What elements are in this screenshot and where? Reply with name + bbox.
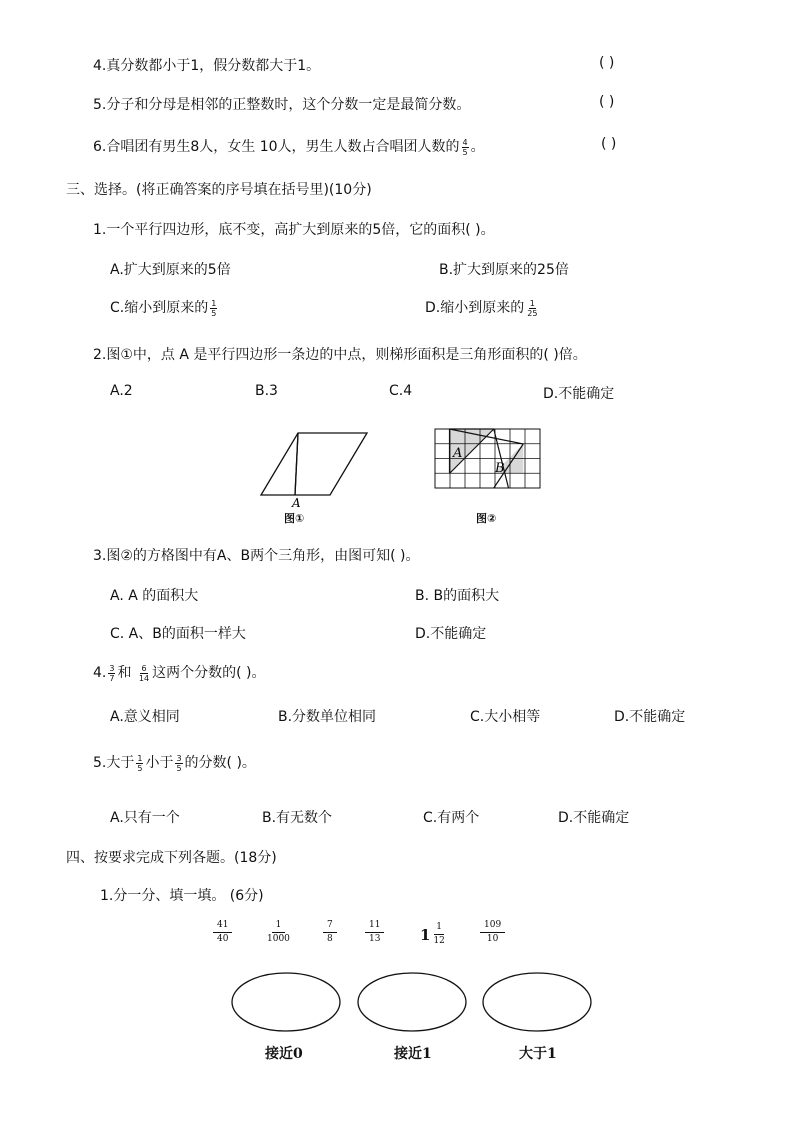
choice-q3-option-a[interactable]: A. A 的面积大 — [110, 588, 199, 604]
judge-q4: 4.真分数都小于1，假分数都大于1。 — [93, 58, 321, 74]
choice-q4-text: 4. $\frac{3}{7}$ 和 $\frac{6}{14}$ 这两个分数的( )。 — [93, 663, 266, 683]
choice-q3-option-c[interactable]: C. A、B的面积一样大 — [110, 626, 246, 642]
figure-2-caption: 图② — [476, 512, 497, 525]
choice-q2-option-c[interactable]: C.4 — [389, 383, 413, 399]
fraction: $\frac{3}{7}$ — [109, 663, 115, 683]
figure-1-caption: 图① — [284, 512, 305, 525]
fraction: $\frac{1}{5}$ — [137, 753, 143, 773]
choice-q5-option-b[interactable]: B.有无数个 — [262, 810, 333, 826]
answer-ovals — [228, 970, 598, 1040]
judge-q4-answer-paren[interactable]: ( ) — [599, 55, 615, 71]
choice-q1-text: 1.一个平行四边形，底不变，高扩大到原来的5倍，它的面积( )。 — [93, 222, 495, 238]
judge-q6-fraction: $\frac{4}{5}$ — [462, 137, 468, 157]
choice-q1-option-c[interactable]: C.缩小到原来的 $\frac{1}{5}$ — [110, 298, 217, 318]
oval-greater-than-1 — [483, 973, 591, 1031]
figure-2-grid — [433, 427, 543, 491]
choice-q5-option-c[interactable]: C.有两个 — [423, 810, 480, 826]
fraction-7-8[interactable]: $\frac{7}{8}$ — [323, 920, 337, 945]
oval-near-1 — [358, 973, 466, 1031]
task-1-title: 1.分一分、填一填。 (6分) — [100, 888, 264, 904]
choice-q3-option-d[interactable]: D.不能确定 — [415, 626, 487, 642]
judge-q5: 5.分子和分母是相邻的正整数时，这个分数一定是最简分数。 — [93, 97, 471, 113]
judge-q6-answer-paren[interactable]: ( ) — [601, 136, 617, 152]
fraction-41-40[interactable]: $\frac{41}{40}$ — [213, 920, 232, 945]
choice-q2-text: 2.图①中，点 A 是平行四边形一条边的中点，则梯形面积是三角形面积的( )倍。 — [93, 347, 587, 363]
choice-q1-option-a[interactable]: A.扩大到原来的5倍 — [110, 262, 231, 278]
choice-q5-option-a[interactable]: A.只有一个 — [110, 810, 180, 826]
section-3-title: 三、选择。(将正确答案的序号填在括号里)(10分) — [66, 182, 372, 198]
choice-q5-option-d[interactable]: D.不能确定 — [558, 810, 630, 826]
fraction: $\frac{6}{14}$ — [138, 663, 150, 683]
fraction: $\frac{1}{5}$ — [211, 298, 217, 318]
section-4-title: 四、按要求完成下列各题。(18分) — [66, 850, 277, 866]
figure-2-label-a: A — [453, 446, 463, 461]
choice-q4-option-a[interactable]: A.意义相同 — [110, 709, 180, 725]
choice-q1-option-b[interactable]: B.扩大到原来的25倍 — [439, 262, 569, 278]
choice-q4-option-d[interactable]: D.不能确定 — [614, 709, 686, 725]
judge-q6-text: 6.合唱团有男生8人，女生 10人，男生人数占合唱团人数的 — [93, 139, 460, 155]
choice-q2-option-b[interactable]: B.3 — [255, 383, 278, 399]
choice-q5-text: 5.大于 $\frac{1}{5}$ 小于 $\frac{3}{5}$ 的分数( )。 — [93, 753, 256, 773]
figure-2-label-b: B — [495, 461, 505, 476]
oval-label-greater-than-1: 大于1 — [519, 1046, 557, 1062]
judge-q5-answer-paren[interactable]: ( ) — [599, 94, 615, 110]
choice-q2-option-d[interactable]: D.不能确定 — [543, 386, 615, 402]
fraction: $\frac{3}{5}$ — [176, 753, 182, 773]
choice-q1-option-d[interactable]: D.缩小到原来的 $\frac{1}{25}$ — [425, 298, 538, 318]
oval-label-near-1: 接近1 — [394, 1046, 432, 1062]
oval-near-0 — [232, 973, 340, 1031]
fraction: $\frac{1}{25}$ — [527, 298, 538, 318]
fraction-1-1000[interactable]: $\frac{1}{1000}$ — [267, 920, 290, 944]
choice-q4-option-b[interactable]: B.分数单位相同 — [278, 709, 377, 725]
figure-1-point-a: A — [292, 496, 301, 510]
fraction-11-13[interactable]: $\frac{11}{13}$ — [365, 920, 384, 945]
choice-q2-option-a[interactable]: A.2 — [110, 383, 133, 399]
judge-q6: 6.合唱团有男生8人，女生 10人，男生人数占合唱团人数的 $\frac{4}{5}$ 。 — [93, 137, 485, 157]
fraction-109-10[interactable]: $\frac{109}{10}$ — [480, 920, 505, 945]
choice-q4-option-c[interactable]: C.大小相等 — [470, 709, 541, 725]
choice-q3-option-b[interactable]: B. B的面积大 — [415, 588, 500, 604]
oval-label-near-0: 接近0 — [265, 1046, 303, 1062]
choice-q3-text: 3.图②的方格图中有A、B两个三角形，由图可知( )。 — [93, 548, 420, 564]
figure-1-parallelogram — [255, 425, 375, 510]
mixed-number-1-1-12[interactable]: 1 $\frac{1}{12}$ — [420, 922, 445, 946]
